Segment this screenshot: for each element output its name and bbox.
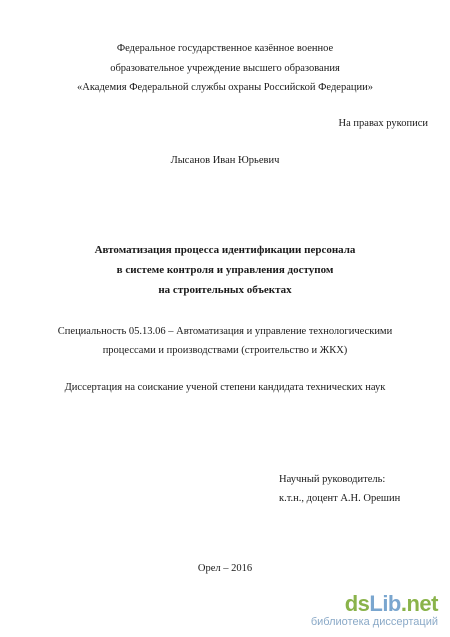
- place-year: Орел – 2016: [197, 563, 253, 574]
- degree-statement: Диссертация на соискание ученой степени кандидата технических наук: [64, 382, 386, 393]
- title-line-2: в системе контроля и управления доступом: [116, 264, 334, 276]
- specialty-line-1: Специальность 05.13.06 – Автоматизация и управление технологическими: [57, 326, 393, 337]
- institution-line-3: «Академия Федеральной службы охраны Российской Федерации»: [77, 82, 373, 93]
- dslib-watermark: [311, 593, 438, 629]
- manuscript-note: На правах рукописи: [338, 118, 428, 129]
- author-name: Лысанов Иван Юрьевич: [170, 155, 280, 166]
- title-line-3: на строительных объектах: [158, 284, 292, 296]
- dslib-logo: dsLib.net: [344, 591, 438, 616]
- supervisor-label: Научный руководитель:: [279, 474, 386, 485]
- institution-line-1: Федеральное государственное казённое военное: [116, 43, 334, 54]
- supervisor-name: к.т.н., доцент А.Н. Орешин: [279, 493, 401, 504]
- title-line-1: Автоматизация процесса идентификации персонала: [94, 244, 356, 256]
- specialty-line-2: процессами и производствами (строительство и ЖКХ): [102, 345, 348, 356]
- dslib-subtitle: библиотека диссертаций: [310, 616, 438, 628]
- institution-line-2: образовательное учреждение высшего образования: [110, 63, 340, 74]
